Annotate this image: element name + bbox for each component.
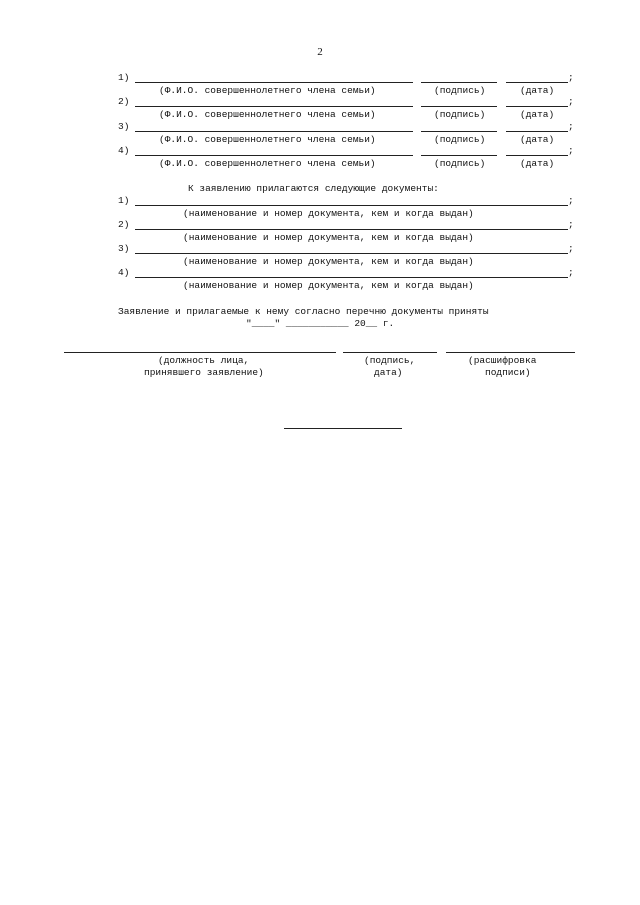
bottom-separator-line: [284, 428, 402, 429]
page-number: 2: [317, 46, 323, 58]
member-signature-caption: (подпись): [434, 134, 486, 145]
member-row-number: 1): [118, 72, 130, 83]
member-name-caption: (Ф.И.О. совершеннолетнего члена семьи): [159, 109, 376, 120]
position-line[interactable]: [64, 352, 336, 353]
member-name-line[interactable]: [135, 82, 413, 83]
signature-line[interactable]: [343, 352, 437, 353]
member-date-caption: (дата): [520, 85, 555, 96]
member-signature-caption: (подпись): [434, 158, 486, 169]
document-line[interactable]: [135, 229, 568, 230]
member-row-number: 4): [118, 145, 130, 156]
member-name-caption: (Ф.И.О. совершеннолетнего члена семьи): [159, 158, 376, 169]
member-date-caption: (дата): [520, 134, 555, 145]
decoding-line[interactable]: [446, 352, 575, 353]
member-name-line[interactable]: [135, 131, 413, 132]
document-caption: (наименование и номер документа, кем и когда выдан): [183, 280, 474, 291]
member-date-line[interactable]: [506, 82, 568, 83]
document-row-number: 2): [118, 219, 130, 230]
document-caption: (наименование и номер документа, кем и когда выдан): [183, 208, 474, 219]
semicolon: ;: [568, 72, 574, 83]
document-row-number: 4): [118, 267, 130, 278]
member-name-line[interactable]: [135, 106, 413, 107]
document-row-number: 1): [118, 195, 130, 206]
member-date-caption: (дата): [520, 158, 555, 169]
member-signature-line[interactable]: [421, 155, 497, 156]
position-caption: принявшего заявление): [144, 367, 264, 378]
document-line[interactable]: [135, 253, 568, 254]
member-row-number: 2): [118, 96, 130, 107]
decoding-caption: подписи): [485, 367, 531, 378]
document-line[interactable]: [135, 277, 568, 278]
member-date-caption: (дата): [520, 109, 555, 120]
member-date-line[interactable]: [506, 155, 568, 156]
signature-caption: (подпись,: [364, 355, 416, 366]
member-date-line[interactable]: [506, 106, 568, 107]
member-signature-line[interactable]: [421, 131, 497, 132]
member-name-caption: (Ф.И.О. совершеннолетнего члена семьи): [159, 134, 376, 145]
documents-heading: К заявлению прилагаются следующие документы:: [188, 183, 439, 194]
document-row-number: 3): [118, 243, 130, 254]
member-signature-caption: (подпись): [434, 85, 486, 96]
semicolon: ;: [568, 121, 574, 132]
semicolon: ;: [568, 243, 574, 254]
member-signature-caption: (подпись): [434, 109, 486, 120]
signature-caption: дата): [374, 367, 403, 378]
position-caption: (должность лица,: [158, 355, 250, 366]
semicolon: ;: [568, 195, 574, 206]
member-name-caption: (Ф.И.О. совершеннолетнего члена семьи): [159, 85, 376, 96]
decoding-caption: (расшифровка: [468, 355, 537, 366]
member-date-line[interactable]: [506, 131, 568, 132]
document-caption: (наименование и номер документа, кем и когда выдан): [183, 232, 474, 243]
semicolon: ;: [568, 96, 574, 107]
member-name-line[interactable]: [135, 155, 413, 156]
semicolon: ;: [568, 219, 574, 230]
member-signature-line[interactable]: [421, 106, 497, 107]
member-row-number: 3): [118, 121, 130, 132]
semicolon: ;: [568, 145, 574, 156]
document-line[interactable]: [135, 205, 568, 206]
document-caption: (наименование и номер документа, кем и когда выдан): [183, 256, 474, 267]
acceptance-statement: Заявление и прилагаемые к нему согласно перечню документы приняты: [118, 306, 489, 317]
semicolon: ;: [568, 267, 574, 278]
member-signature-line[interactable]: [421, 82, 497, 83]
acceptance-date[interactable]: "____" ___________ 20__ г.: [246, 318, 395, 329]
